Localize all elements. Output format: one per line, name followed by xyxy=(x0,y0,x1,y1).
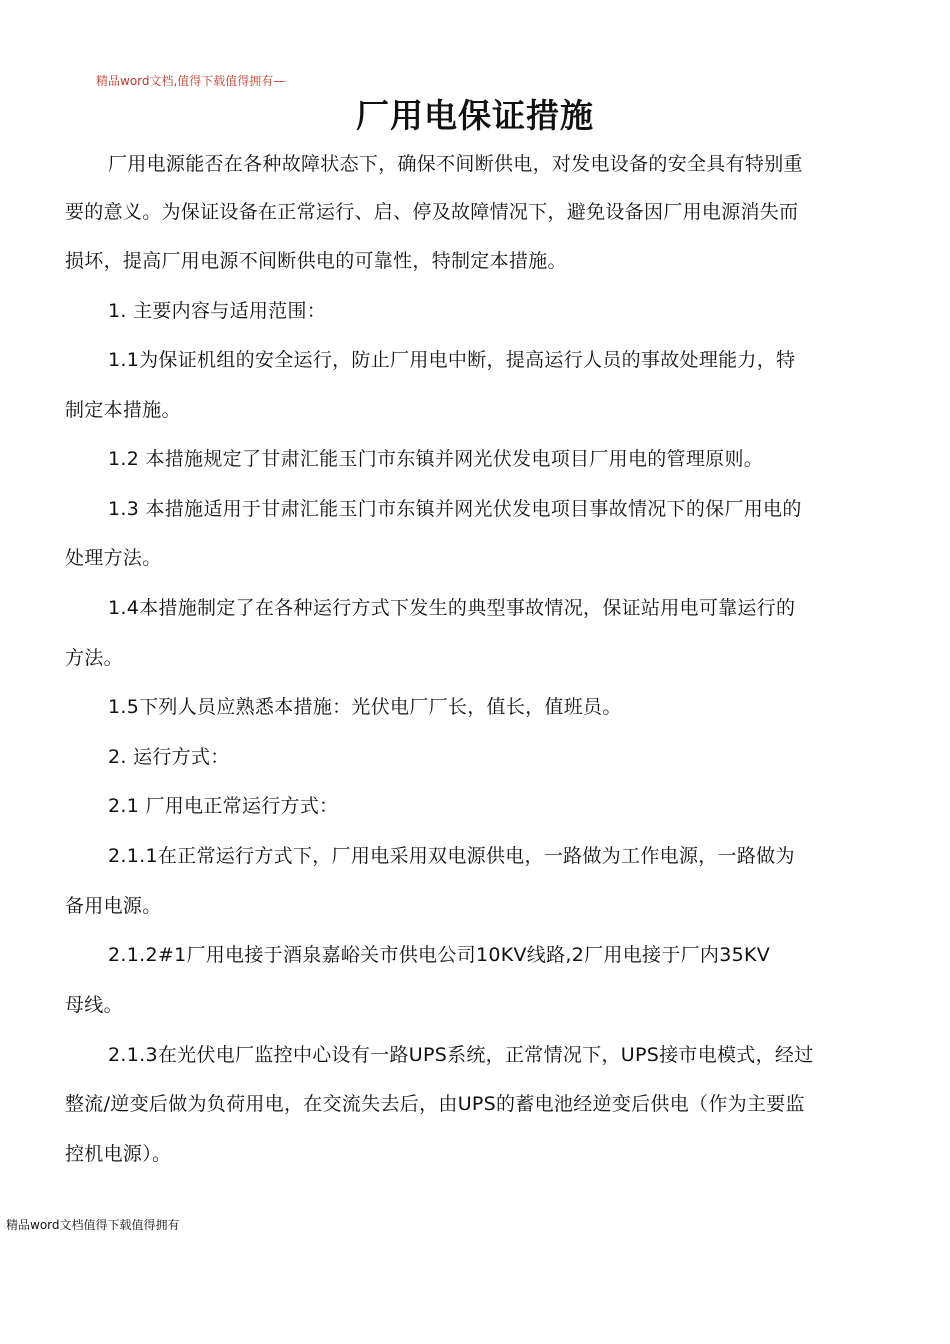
body-line: 要的意义。为保证设备在正常运行、启、停及故障情况下，避免设备因厂用电源消失而 xyxy=(65,201,799,223)
body-line: 2.1.2#1厂用电接于酒泉嘉峪关市供电公司10KV线路,2厂用电接于厂内35KV xyxy=(108,944,771,966)
body-line: 1.5下列人员应熟悉本措施：光伏电厂厂长，值长，值班员。 xyxy=(108,696,622,718)
body-line: 2.1.1在正常运行方式下，厂用电采用双电源供电，一路做为工作电源，一路做为 xyxy=(108,845,795,867)
body-line: 1.1为保证机组的安全运行，防止厂用电中断，提高运行人员的事故处理能力，特 xyxy=(108,349,796,371)
body-line: 1.4本措施制定了在各种运行方式下发生的典型事故情况，保证站用电可靠运行的 xyxy=(108,597,796,619)
body-line: 处理方法。 xyxy=(65,547,162,569)
body-line: 厂用电源能否在各种故障状态下，确保不间断供电，对发电设备的安全具有特别重 xyxy=(108,153,803,175)
body-line: 整流/逆变后做为负荷用电，在交流失去后，由UPS的蓄电池经逆变后供电（作为主要监 xyxy=(65,1093,805,1115)
section-heading-1: 1. 主要内容与适用范围： xyxy=(108,300,327,322)
section-heading-2: 2. 运行方式： xyxy=(108,746,230,768)
body-line: 制定本措施。 xyxy=(65,399,181,421)
document-title: 厂用电保证措施 xyxy=(356,96,594,135)
body-line: 1.2 本措施规定了甘肃汇能玉门市东镇并网光伏发电项目厂用电的管理原则。 xyxy=(108,448,764,470)
body-line: 方法。 xyxy=(65,647,123,669)
footer-watermark-note: 精品word文档值得下载值得拥有 xyxy=(6,1218,180,1232)
header-watermark-note: 精品word文档,值得下载值得拥有— xyxy=(96,74,286,88)
body-line: 2.1.3在光伏电厂监控中心设有一路UPS系统，正常情况下，UPS接市电模式，经过 xyxy=(108,1044,814,1066)
body-line: 控机电源）。 xyxy=(65,1143,172,1165)
body-line: 1.3 本措施适用于甘肃汇能玉门市东镇并网光伏发电项目事故情况下的保厂用电的 xyxy=(108,498,802,520)
body-line: 损坏，提高厂用电源不间断供电的可靠性，特制定本措施。 xyxy=(65,250,567,272)
subsection-heading: 2.1 厂用电正常运行方式： xyxy=(108,795,339,817)
body-line: 母线。 xyxy=(65,994,123,1016)
body-line: 备用电源。 xyxy=(65,895,162,917)
